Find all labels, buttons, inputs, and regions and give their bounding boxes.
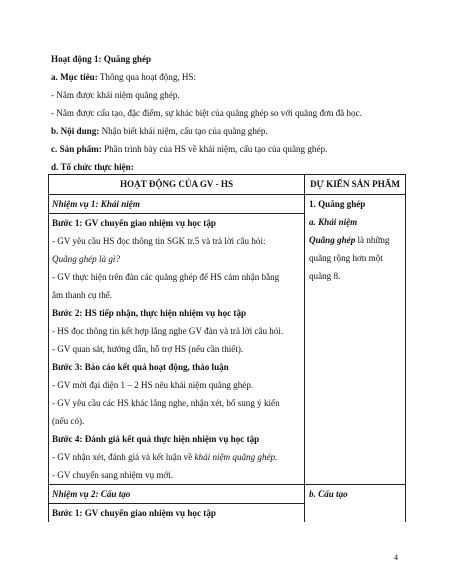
objective-line	[51, 68, 411, 86]
definition-rest: là những	[355, 235, 390, 245]
content-line	[51, 122, 411, 140]
step4-line	[49, 448, 304, 466]
task2-step1-title: Bước 1: GV chuyển giao nhiệm vụ học tập	[52, 508, 216, 518]
objective-item: - Nắm được cấu tạo, đặc điểm, sự khác biệt của quãng ghép so với quãng đơn đã học.	[51, 108, 362, 118]
organization-heading: d. Tổ chức thực hiện:	[51, 162, 134, 172]
step4-line: - GV chuyển sang nhiệm vụ mới.	[52, 470, 174, 480]
step3-line: - GV yêu cầu các HS khác lắng nghe, nhận xét, bổ sung ý kiến	[52, 398, 280, 408]
intro-section	[51, 50, 411, 176]
right-subtitle-a: a. Khái niệm	[309, 217, 358, 227]
product-text: Phần trình bày của HS về khái niệm, cấu tạo của quãng ghép.	[104, 144, 328, 154]
teacher-student-cell	[49, 485, 305, 523]
expected-product-cell	[305, 485, 406, 523]
definition-line: quãng 8.	[309, 271, 341, 281]
product-label: c. Sản phẩm:	[51, 144, 102, 154]
right-title: 1. Quãng ghép	[309, 199, 366, 209]
definition-line	[305, 231, 405, 249]
definition-line: quãng rộng hơn một	[309, 253, 383, 263]
step1-line: - GV thực hiện trên đàn các quãng ghép để HS cảm nhận bằng	[52, 272, 280, 282]
step3-line: - GV mời đại diện 1 – 2 HS nêu khái niệm quãng ghép.	[52, 380, 254, 390]
step3-title: Bước 3: Báo cáo kết quả hoạt động, thảo luận	[52, 362, 229, 372]
table-row	[49, 485, 406, 523]
table-header-row	[49, 175, 406, 195]
header-expected-product: DỰ KIẾN SẢN PHẨM	[305, 175, 406, 195]
content-label: b. Nội dung:	[51, 126, 100, 136]
activity-table	[48, 174, 406, 522]
step4-title: Bước 4: Đánh giá kết quả thực hiện nhiệm vụ học tập	[52, 434, 260, 444]
header-teacher-student: HOẠT ĐỘNG CỦA GV - HS	[49, 175, 305, 195]
table-row	[49, 195, 406, 485]
content-text: Nhận biết khái niệm, cấu tạo của quãng ghép.	[101, 126, 268, 136]
objective-text: Thông qua hoạt động, HS:	[99, 72, 197, 82]
step4-text: - GV nhận xét, đánh giá và kết luận về	[52, 452, 195, 462]
step4-italic: khái niệm quãng ghép.	[194, 452, 278, 462]
right-subtitle-b: b. Cấu tạo	[309, 489, 348, 499]
step1-question: Quãng ghép là gì?	[52, 254, 120, 264]
step2-line: - HS đọc thông tin kết hợp lắng nghe GV đàn và trả lời câu hỏi.	[52, 326, 284, 336]
step2-title: Bước 2: HS tiếp nhận, thực hiện nhiệm vụ học tập	[52, 308, 247, 318]
definition-term: Quãng ghép	[309, 235, 356, 245]
objective-item: - Nắm được khái niệm quãng ghép.	[51, 90, 180, 100]
step1-line: âm thanh cụ thể.	[52, 290, 113, 300]
teacher-student-cell	[49, 195, 305, 485]
step1-title: Bước 1: GV chuyển giao nhiệm vụ học tập	[52, 218, 216, 228]
product-line	[51, 140, 411, 158]
step1-line: - GV yêu cầu HS đọc thông tin SGK tr.5 và trả lời câu hỏi:	[52, 236, 266, 246]
page-number: 4	[394, 553, 398, 562]
step3-line: (nếu có).	[52, 416, 85, 426]
task2-title: Nhiệm vụ 2: Cấu tạo	[49, 485, 304, 504]
task1-title: Nhiệm vụ 1: Khái niệm	[49, 195, 304, 214]
activity-heading: Hoạt động 1: Quãng ghép	[51, 54, 152, 64]
step2-line: - GV quan sát, hướng dẫn, hỗ trợ HS (nếu cần thiết).	[52, 344, 244, 354]
expected-product-cell	[305, 195, 406, 485]
objective-label: a. Mục tiêu:	[51, 72, 98, 82]
